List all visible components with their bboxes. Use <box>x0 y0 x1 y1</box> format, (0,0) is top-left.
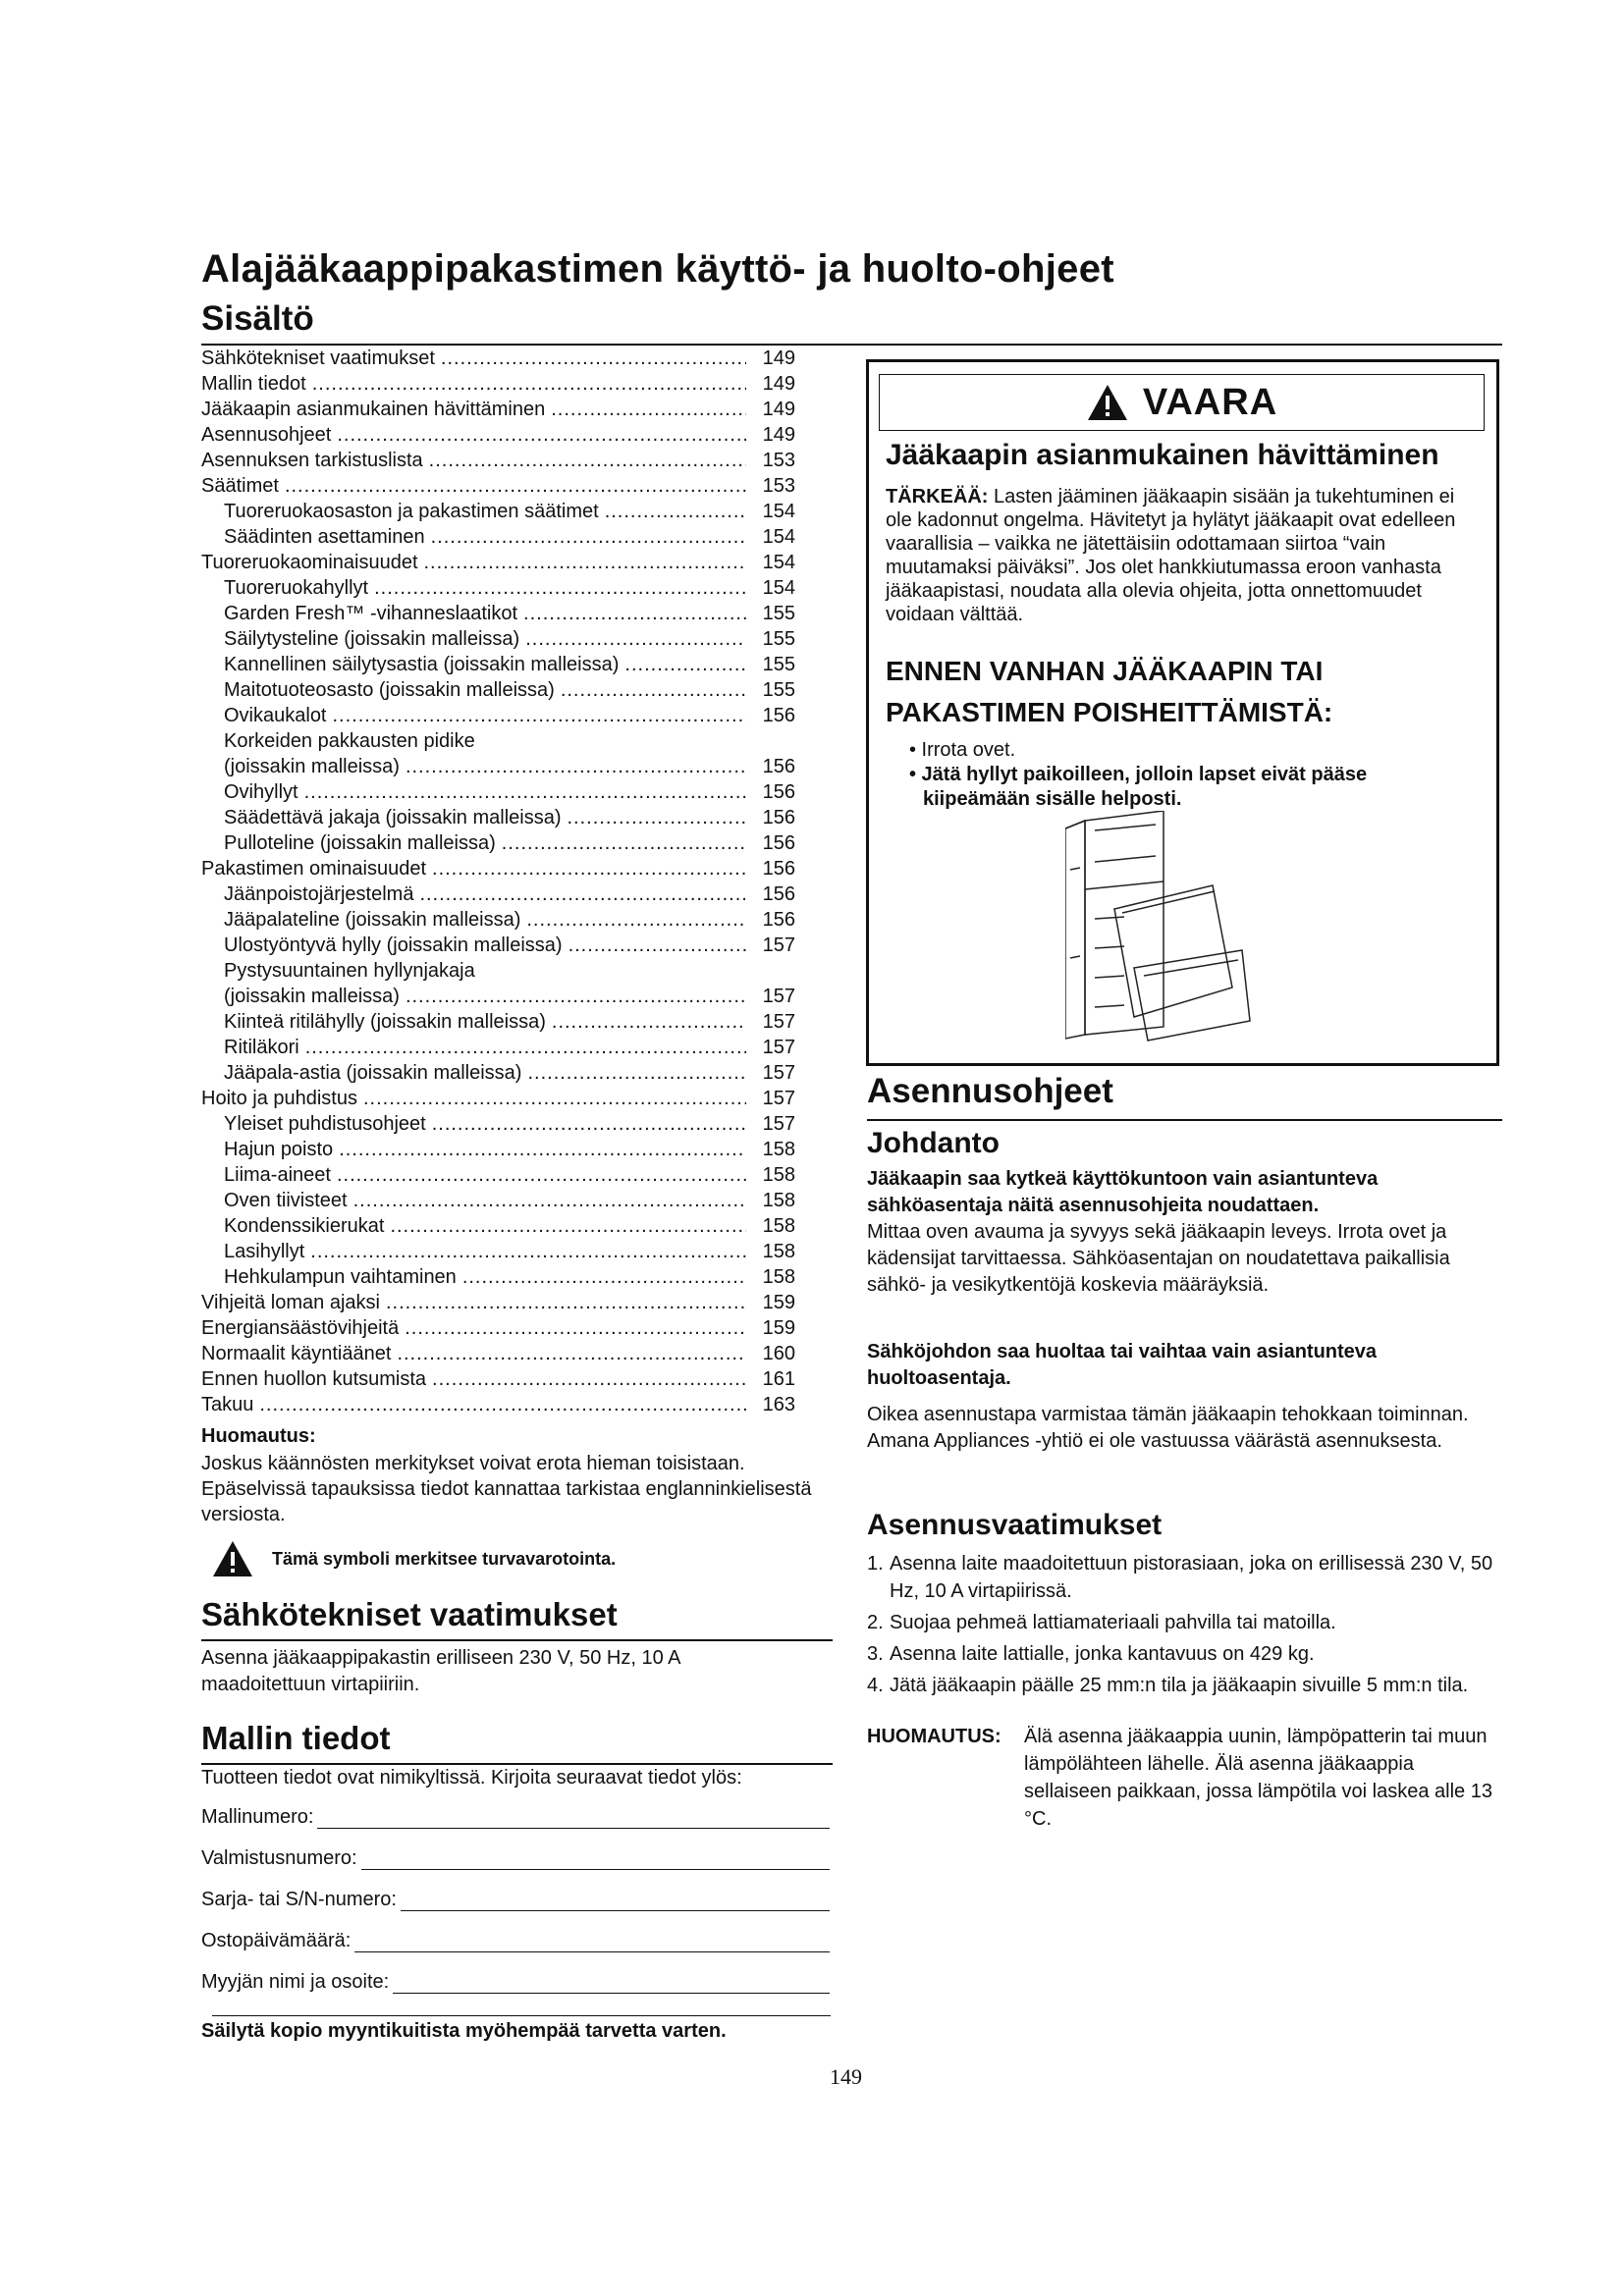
toc-leader <box>424 550 747 575</box>
toc-entry <box>201 1086 795 1111</box>
toc-entry <box>201 550 795 575</box>
serial-manufacture-field[interactable] <box>201 1847 830 1870</box>
toc-leader <box>429 448 746 473</box>
correct-installation-text: Oikea asennustapa varmistaa tämän jääkaapin tehokkaan toiminnan. Amana Appliances -yhtiö ei ole vastuussa väärästä asennuksesta. <box>867 1404 1469 1452</box>
toc-entry-label: Garden Fresh™ -vihanneslaatikot <box>224 603 518 624</box>
toc-leader <box>304 779 746 805</box>
toc-entry-label: Ritiläkori <box>224 1037 299 1058</box>
important-text: Lasten jääminen jääkaapin sisään ja tukehtuminen ei ole kadonnut ongelma. Hävitetyt ja hylätyt jääkaapit ovat edelleen vaarallisia – vaikka ne jätettäisiin odottamaan siirtoa “vain muutamaksi päiväksi”. Jos olet hankkiutumassa eroon vanhasta jääkaapistasi, noudata alla olevia ohjeita, jotta onnettomuudet voidaan välttää. <box>886 486 1456 625</box>
toc-entry-label: Jääpalateline (joissakin malleissa) <box>224 909 521 931</box>
toc-entry-label: Ovikaukalot <box>224 705 327 726</box>
toc-entry-label: Asennusohjeet <box>201 424 332 446</box>
toc-leader <box>441 346 746 371</box>
toc-entry <box>201 346 795 371</box>
toc-leader <box>568 805 747 830</box>
toc-leader <box>552 1009 746 1035</box>
field-label: Ostopäivämäärä: <box>201 1930 352 1951</box>
danger-body <box>886 485 1485 626</box>
toc-entry-page: 157 <box>762 1037 795 1058</box>
toc-entry-label: Kiinteä ritilähylly (joissakin malleissa) <box>224 1011 546 1033</box>
toc-entry-page: 158 <box>762 1190 795 1211</box>
toc-entry <box>201 907 795 933</box>
list-item: 2. Suojaa pehmeä lattiamateriaali pahvilla tai matoilla. <box>867 1612 1336 1633</box>
toc-leader <box>305 1035 746 1060</box>
installation-note <box>867 1723 1495 1833</box>
electrical-text: Asenna jääkaappipakastin erilliseen 230 V, 50 Hz, 10 A maadoitettuun virtapiiriin. <box>201 1647 680 1695</box>
divider <box>201 1639 833 1641</box>
toc-entry <box>201 677 795 703</box>
toc-entry <box>201 805 795 830</box>
toc-entry-page: 153 <box>762 450 795 471</box>
toc-entry <box>201 754 795 779</box>
toc-entry-page: 159 <box>762 1317 795 1339</box>
toc-leader <box>526 907 746 933</box>
divider <box>201 1763 833 1765</box>
toc-leader <box>605 499 746 524</box>
toc-entry-page: 163 <box>762 1394 795 1415</box>
toc-entry-label: Tuoreruokaominaisuudet <box>201 552 418 573</box>
toc-entry-label: Ulostyöntyvä hylly (joissakin malleissa) <box>224 934 563 956</box>
note-label: HUOMAUTUS: <box>867 1726 1001 1747</box>
toc-entry-label: (joissakin malleissa) <box>224 986 400 1007</box>
toc-entry <box>201 448 795 473</box>
toc-entry-page: 154 <box>762 577 795 599</box>
toc-entry-label: Kannellinen säilytysastia (joissakin malleissa) <box>224 654 620 675</box>
toc-entry <box>201 984 795 1009</box>
toc-entry <box>201 371 795 397</box>
toc-entry <box>201 1366 795 1392</box>
purchase-date-field[interactable] <box>201 1930 830 1952</box>
toc-entry-page: 149 <box>762 347 795 369</box>
toc-entry-page: 149 <box>762 424 795 446</box>
toc-entry <box>201 1035 795 1060</box>
toc-entry-page: 153 <box>762 475 795 497</box>
toc-entry <box>201 601 795 626</box>
list-item: 4. Jätä jääkaapin päälle 25 mm:n tila ja jääkaapin sivuille 5 mm:n tila. <box>867 1675 1469 1696</box>
section-heading-electrical: Sähkötekniset vaatimukset <box>201 1596 618 1632</box>
toc-entry-label: Kondenssikierukat <box>224 1215 385 1237</box>
toc-entry <box>201 1315 795 1341</box>
table-of-contents <box>201 346 795 1417</box>
toc-entry-label: Takuu <box>201 1394 254 1415</box>
toc-entry <box>201 958 795 984</box>
danger-title: VAARA <box>1142 381 1278 423</box>
section-heading-model-info: Mallin tiedot <box>201 1720 391 1756</box>
intro-text: Mittaa oven avauma ja syvyys sekä jääkaapin leveys. Irrota ovet ja kädensijat tarvittaessa. Sähköasentajan on noudatettava paikallisia sähkö- ja vesikytkentöjä koskevia määräyksiä. <box>867 1221 1450 1296</box>
toc-entry-page: 157 <box>762 1088 795 1109</box>
toc-entry <box>201 881 795 907</box>
toc-leader <box>624 652 746 677</box>
toc-entry-page: 156 <box>762 807 795 828</box>
toc-entry-page: 156 <box>762 858 795 880</box>
toc-entry-page: 156 <box>762 756 795 777</box>
toc-entry-page: 156 <box>762 781 795 803</box>
dealer-field[interactable] <box>201 1971 830 1994</box>
toc-leader <box>310 1239 746 1264</box>
toc-entry-page: 157 <box>762 1062 795 1084</box>
toc-leader <box>312 371 746 397</box>
toc-entry <box>201 703 795 728</box>
toc-entry-page: 154 <box>762 552 795 573</box>
toc-leader <box>353 1188 746 1213</box>
toc-entry <box>201 1341 795 1366</box>
safety-symbol-line <box>211 1539 616 1578</box>
note-label: Huomautus: <box>201 1425 316 1447</box>
toc-entry-label: Yleiset puhdistusohjeet <box>224 1113 426 1135</box>
toc-entry <box>201 626 795 652</box>
fridge-doors-removed-illustration <box>1065 811 1281 1046</box>
toc-leader <box>406 754 746 779</box>
toc-entry-label: Jäänpoistojärjestelmä <box>224 883 414 905</box>
save-receipt-note: Säilytä kopio myyntikuitista myöhempää tarvetta varten. <box>201 2020 727 2042</box>
intro-bold-text: Jääkaapin saa kytkeä käyttökuntoon vain asiantunteva sähköasentaja näitä asennusohjeita noudattaen. <box>867 1168 1379 1216</box>
toc-leader <box>527 1060 746 1086</box>
note-text: Älä asenna jääkaappia uunin, lämpöpatterin tai muun lämpölähteen lähelle. Älä asenna jääkaappia sellaiseen paikkaan, jossa lämpötila voi laskea alle 13 °C. <box>1024 1726 1492 1830</box>
toc-leader <box>397 1341 746 1366</box>
toc-entry <box>201 1392 795 1417</box>
toc-entry-label: Säädettävä jakaja (joissakin malleissa) <box>224 807 562 828</box>
toc-entry-page: 157 <box>762 1113 795 1135</box>
toc-entry-page: 158 <box>762 1215 795 1237</box>
toc-entry-label: Säätimet <box>201 475 279 497</box>
disposal-list <box>909 738 1479 812</box>
toc-entry-page: 160 <box>762 1343 795 1364</box>
toc-leader <box>259 1392 746 1417</box>
toc-leader <box>568 933 746 958</box>
safety-symbol-text: Tämä symboli merkitsee turvavarotointa. <box>272 1548 617 1569</box>
toc-leader <box>462 1264 746 1290</box>
toc-entry-page: 156 <box>762 832 795 854</box>
toc-entry <box>201 1162 795 1188</box>
toc-entry-label: Asennuksen tarkistuslista <box>201 450 423 471</box>
toc-leader <box>337 422 746 448</box>
toc-leader <box>363 1086 746 1111</box>
toc-entry <box>201 524 795 550</box>
field-label: Myyjän nimi ja osoite: <box>201 1971 390 1993</box>
toc-entry <box>201 933 795 958</box>
field-label: Mallinumero: <box>201 1806 314 1828</box>
subsection-heading-requirements: Asennusvaatimukset <box>867 1509 1163 1541</box>
toc-entry-label: Liima-aineet <box>224 1164 331 1186</box>
list-item: 3. Asenna laite lattialle, jonka kantavuus on 429 kg. <box>867 1643 1315 1665</box>
note-text: Joskus käännösten merkitykset voivat erota hieman toisistaan. Epäselvissä tapauksissa tiedot kannattaa tarkistaa englanninkielisestä versiosta. <box>201 1453 812 1525</box>
toc-entry-label: Pulloteline (joissakin malleissa) <box>224 832 496 854</box>
document-title: Alajääkaappipakastimen käyttö- ja huolto-ohjeet <box>201 247 1114 291</box>
field-label: Valmistusnumero: <box>201 1847 357 1869</box>
toc-leader <box>406 984 746 1009</box>
toc-leader <box>386 1290 746 1315</box>
page-number: 149 <box>830 2064 862 2089</box>
danger-subtitle: Jääkaapin asianmukainen hävittäminen <box>886 439 1439 471</box>
toc-entry-page: 161 <box>762 1368 795 1390</box>
toc-leader <box>333 703 747 728</box>
toc-entry-label: Maitotuoteosasto (joissakin malleissa) <box>224 679 555 701</box>
divider <box>212 2015 831 2016</box>
toc-entry-label: Tuoreruokahyllyt <box>224 577 369 599</box>
toc-leader <box>405 1315 746 1341</box>
toc-entry-page: 154 <box>762 501 795 522</box>
list-item: 1. Asenna laite maadoitettuun pistorasiaan, joka on erillisessä 230 V, 50 Hz, 10 A virtapiirissä. <box>867 1553 1493 1602</box>
divider <box>867 1119 1502 1121</box>
toc-leader <box>337 1162 746 1188</box>
important-label: TÄRKEÄÄ: <box>886 486 989 507</box>
toc-entry <box>201 1111 795 1137</box>
toc-entry-page: 158 <box>762 1266 795 1288</box>
toc-entry-page: 155 <box>762 628 795 650</box>
toc-entry-label: Ovihyllyt <box>224 781 298 803</box>
toc-entry-page: 158 <box>762 1241 795 1262</box>
toc-leader <box>374 575 746 601</box>
section-heading-installation: Asennusohjeet <box>867 1072 1113 1110</box>
toc-leader <box>432 1111 746 1137</box>
toc-entry-page: 159 <box>762 1292 795 1313</box>
toc-entry-label: Oven tiivisteet <box>224 1190 348 1211</box>
danger-banner <box>879 374 1485 431</box>
subsection-heading-intro: Johdanto <box>867 1127 1000 1159</box>
model-number-field[interactable] <box>201 1806 830 1829</box>
toc-entry <box>201 779 795 805</box>
field-label: Sarja- tai S/N-numero: <box>201 1889 397 1910</box>
list-item: • Jätä hyllyt paikoilleen, jolloin lapset eivät pääse kiipeämään sisälle helposti. <box>909 764 1368 810</box>
toc-entry-label: (joissakin malleissa) <box>224 756 400 777</box>
toc-entry-label: Pystysuuntainen hyllynjakaja <box>224 960 475 982</box>
toc-entry <box>201 652 795 677</box>
toc-entry-page: 155 <box>762 603 795 624</box>
toc-entry-label: Lasihyllyt <box>224 1241 305 1262</box>
toc-entry-page: 149 <box>762 399 795 420</box>
toc-entry <box>201 856 795 881</box>
toc-leader <box>432 1366 746 1392</box>
toc-entry <box>201 575 795 601</box>
toc-entry-label: Hoito ja puhdistus <box>201 1088 357 1109</box>
list-item: • Irrota ovet. <box>909 739 1016 761</box>
toc-entry <box>201 1137 795 1162</box>
toc-entry-page: 149 <box>762 373 795 395</box>
toc-entry-page: 156 <box>762 909 795 931</box>
toc-entry-label: Korkeiden pakkausten pidike <box>224 730 475 752</box>
toc-leader <box>525 626 746 652</box>
toc-entry-label: Pakastimen ominaisuudet <box>201 858 427 880</box>
warning-triangle-icon <box>1086 383 1129 422</box>
toc-entry-page: 154 <box>762 526 795 548</box>
toc-entry-label: Jääpala-astia (joissakin malleissa) <box>224 1062 522 1084</box>
toc-entry-label: Jääkaapin asianmukainen hävittäminen <box>201 399 546 420</box>
model-info-intro: Tuotteen tiedot ovat nimikyltissä. Kirjoita seuraavat tiedot ylös: <box>201 1767 742 1789</box>
toc-entry-label: Hajun poisto <box>224 1139 334 1160</box>
toc-entry-label: Sähkötekniset vaatimukset <box>201 347 435 369</box>
toc-entry <box>201 1213 795 1239</box>
toc-entry-label: Normaalit käyntiäänet <box>201 1343 392 1364</box>
toc-entry-label: Säilytysteline (joissakin malleissa) <box>224 628 520 650</box>
toc-entry <box>201 499 795 524</box>
power-cord-note: Sähköjohdon saa huoltaa tai vaihtaa vain asiantunteva huoltoasentaja. <box>867 1341 1378 1389</box>
toc-entry-page: 157 <box>762 986 795 1007</box>
toc-leader <box>339 1137 746 1162</box>
toc-heading: Sisältö <box>201 299 314 338</box>
toc-leader <box>551 397 746 422</box>
toc-entry <box>201 397 795 422</box>
toc-entry <box>201 1290 795 1315</box>
toc-entry-page: 158 <box>762 1139 795 1160</box>
toc-entry-page: 155 <box>762 654 795 675</box>
toc-leader <box>390 1213 746 1239</box>
requirements-list <box>867 1550 1495 1699</box>
toc-entry-page: 158 <box>762 1164 795 1186</box>
toc-entry <box>201 1264 795 1290</box>
toc-entry <box>201 1060 795 1086</box>
toc-entry-page: 157 <box>762 1011 795 1033</box>
toc-entry <box>201 1188 795 1213</box>
toc-leader <box>432 856 746 881</box>
toc-entry <box>201 728 795 754</box>
toc-entry <box>201 422 795 448</box>
toc-entry-page: 156 <box>762 883 795 905</box>
toc-entry-label: Ennen huollon kutsumista <box>201 1368 427 1390</box>
toc-entry-page: 157 <box>762 934 795 956</box>
toc-leader <box>431 524 746 550</box>
toc-entry <box>201 830 795 856</box>
toc-leader <box>285 473 746 499</box>
toc-leader <box>561 677 746 703</box>
toc-entry-label: Mallin tiedot <box>201 373 306 395</box>
toc-entry-label: Säädinten asettaminen <box>224 526 425 548</box>
sn-number-field[interactable] <box>201 1889 830 1911</box>
toc-entry-page: 156 <box>762 705 795 726</box>
toc-entry-page: 155 <box>762 679 795 701</box>
toc-leader <box>502 830 746 856</box>
toc-entry-label: Hehkulampun vaihtaminen <box>224 1266 457 1288</box>
toc-entry <box>201 473 795 499</box>
toc-leader <box>523 601 746 626</box>
toc-entry <box>201 1239 795 1264</box>
toc-entry-label: Tuoreruokaosaston ja pakastimen säätimet <box>224 501 599 522</box>
toc-entry-label: Energiansäästövihjeitä <box>201 1317 400 1339</box>
toc-entry <box>201 1009 795 1035</box>
toc-leader <box>419 881 746 907</box>
toc-entry-label: Vihjeitä loman ajaksi <box>201 1292 380 1313</box>
warning-triangle-icon <box>211 1539 254 1578</box>
disposal-heading: ENNEN VANHAN JÄÄKAAPIN TAI PAKASTIMEN POISHEITTÄMISTÄ: <box>886 656 1333 727</box>
